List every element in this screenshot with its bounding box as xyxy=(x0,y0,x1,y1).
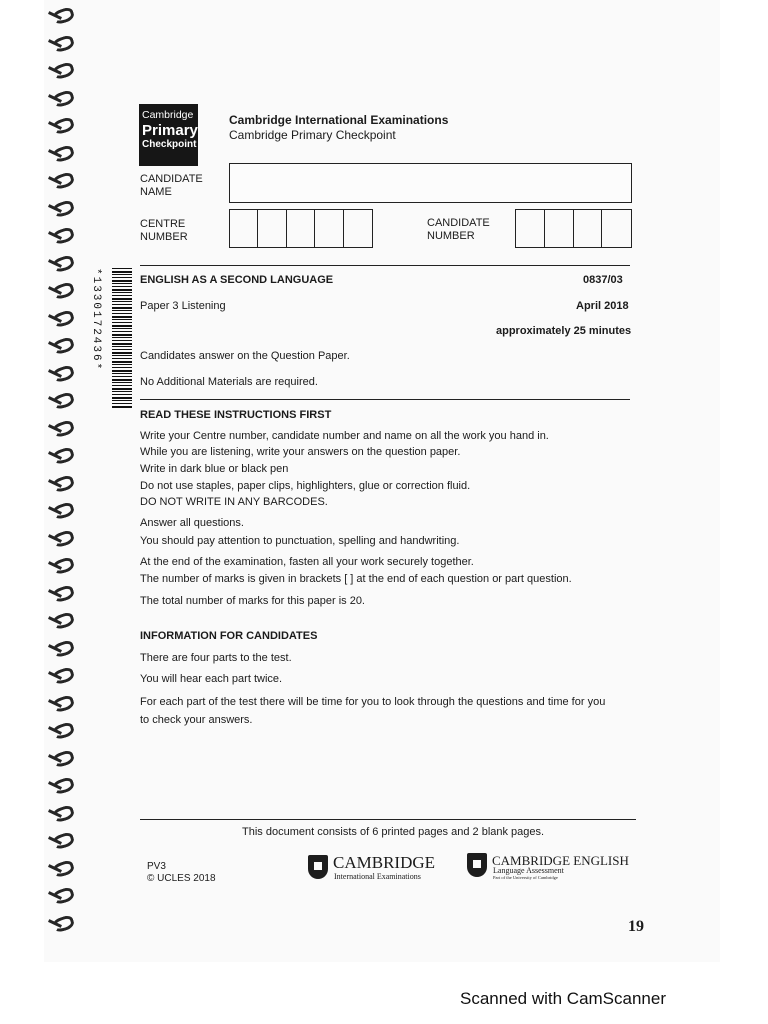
spiral-coil xyxy=(48,586,78,604)
spiral-coil xyxy=(48,311,78,329)
spiral-coil xyxy=(48,806,78,824)
cambridge-crest-icon xyxy=(308,855,328,879)
centre-number-boxes[interactable] xyxy=(229,209,373,248)
barcode xyxy=(112,268,132,408)
spiral-coil xyxy=(48,173,78,191)
spiral-coil xyxy=(48,421,78,439)
spiral-coil xyxy=(48,613,78,631)
centre-number-label: CENTRE NUMBER xyxy=(140,218,188,243)
spiral-coil xyxy=(48,146,78,164)
materials-note: No Additional Materials are required. xyxy=(140,376,318,388)
candidate-number-boxes[interactable] xyxy=(515,209,632,248)
spiral-coil xyxy=(48,63,78,81)
barcode-number: *1330172436* xyxy=(90,268,102,372)
cambridge-english-logo-subtitle: Language Assessment xyxy=(493,866,564,875)
spiral-coil xyxy=(48,448,78,466)
exam-duration: approximately 25 minutes xyxy=(496,325,632,337)
exam-session: April 2018 xyxy=(576,300,629,312)
instruction-line: While you are listening, write your answers on the question paper. xyxy=(140,446,461,458)
instruction-line: The total number of marks for this paper is 20. xyxy=(140,595,365,607)
spiral-coil xyxy=(48,256,78,274)
cambridge-logo-text: CAMBRIDGE xyxy=(333,853,436,872)
spiral-coil xyxy=(48,36,78,54)
instruction-line: Answer all questions. xyxy=(140,517,244,529)
divider xyxy=(140,819,636,820)
camscanner-watermark: Scanned with CamScanner xyxy=(460,989,667,1008)
instructions-heading: READ THESE INSTRUCTIONS FIRST xyxy=(140,409,332,421)
spiral-coil xyxy=(48,338,78,356)
spiral-coil xyxy=(48,696,78,714)
spiral-coil xyxy=(48,283,78,301)
spiral-coil xyxy=(48,531,78,549)
instruction-line: The number of marks is given in brackets [ ] at the end of each question or part question. xyxy=(140,573,572,585)
candidate-name-field[interactable] xyxy=(229,163,632,203)
spiral-coil xyxy=(48,751,78,769)
spiral-coil xyxy=(48,201,78,219)
information-line: You will hear each part twice. xyxy=(140,673,283,685)
instruction-line: Write your Centre number, candidate number and name on all the work you hand in. xyxy=(140,430,549,442)
spiral-coil xyxy=(48,888,78,906)
instruction-line: Do not use staples, paper clips, highlighters, glue or correction fluid. xyxy=(140,480,471,492)
spiral-coil xyxy=(48,916,78,934)
cambridge-english-logo-text: CAMBRIDGE ENGLISH xyxy=(492,853,629,868)
handwritten-page-number: 19 xyxy=(628,918,644,935)
spiral-coil xyxy=(48,861,78,879)
information-line: For each part of the test there will be time for you to look through the questions and time for you xyxy=(140,696,606,708)
programme-title: Cambridge Primary Checkpoint xyxy=(229,128,396,142)
syllabus-code: 0837/03 xyxy=(583,274,623,286)
spiral-coil xyxy=(48,393,78,411)
spiral-coil xyxy=(48,8,78,26)
spiral-coil xyxy=(48,228,78,246)
spiral-coil xyxy=(48,778,78,796)
candidate-number-label: CANDIDATE NUMBER xyxy=(427,217,490,242)
instruction-line: You should pay attention to punctuation, spelling and handwriting. xyxy=(140,535,460,547)
cambridge-english-crest-icon xyxy=(467,853,487,877)
spiral-coil xyxy=(48,723,78,741)
cambridge-logo-subtitle: International Examinations xyxy=(334,872,421,881)
spiral-coil xyxy=(48,641,78,659)
instruction-line: DO NOT WRITE IN ANY BARCODES. xyxy=(140,496,328,508)
divider xyxy=(140,265,630,266)
divider xyxy=(140,399,630,400)
information-line: There are four parts to the test. xyxy=(140,652,292,664)
exam-board-title: Cambridge International Examinations xyxy=(229,113,449,127)
logo-line-2: Primary xyxy=(142,121,198,139)
copyright: © UCLES 2018 xyxy=(147,873,216,884)
logo-line-3: Checkpoint xyxy=(142,138,197,150)
information-heading: INFORMATION FOR CANDIDATES xyxy=(140,630,318,642)
spiral-coil xyxy=(48,668,78,686)
page-count-note: This document consists of 6 printed pages and 2 blank pages. xyxy=(242,826,545,838)
spiral-coil xyxy=(48,503,78,521)
cambridge-primary-checkpoint-logo xyxy=(139,104,198,166)
paper-reference: PV3 xyxy=(147,861,166,872)
answer-note: Candidates answer on the Question Paper. xyxy=(140,350,350,362)
instruction-line: Write in dark blue or black pen xyxy=(140,463,289,475)
spiral-binding xyxy=(48,8,82,953)
information-line: to check your answers. xyxy=(140,714,253,726)
spiral-coil xyxy=(48,558,78,576)
spiral-coil xyxy=(48,476,78,494)
spiral-coil xyxy=(48,366,78,384)
spiral-coil xyxy=(48,91,78,109)
spiral-coil xyxy=(48,118,78,136)
candidate-name-label: CANDIDATE NAME xyxy=(140,173,203,198)
instruction-line: At the end of the examination, fasten all your work securely together. xyxy=(140,556,474,568)
cambridge-english-logo-tagline: Part of the University of Cambridge xyxy=(493,875,558,880)
spiral-coil xyxy=(48,833,78,851)
subject-title: ENGLISH AS A SECOND LANGUAGE xyxy=(140,274,334,286)
paper-title: Paper 3 Listening xyxy=(140,300,226,312)
logo-line-1: Cambridge xyxy=(142,109,194,121)
